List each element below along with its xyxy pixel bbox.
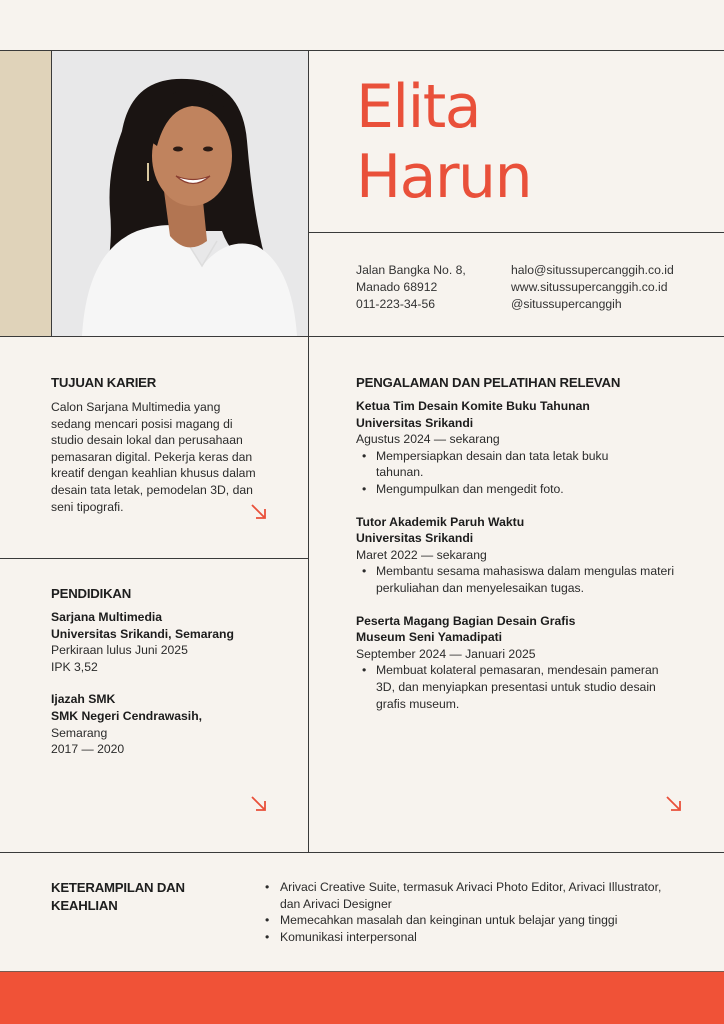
education-section bbox=[51, 586, 291, 758]
experience-entry bbox=[356, 514, 676, 597]
arrow-down-right-icon bbox=[250, 503, 268, 521]
phone-number: 011-223-34-56 bbox=[356, 297, 436, 311]
education-title: PENDIDIKAN bbox=[51, 586, 132, 601]
contact-address-block bbox=[356, 262, 466, 313]
job-role: Tutor Akademik Paruh Waktu bbox=[356, 514, 525, 529]
skill-item: • Komunikasi interpersonal bbox=[280, 929, 680, 946]
skill-item: • Memecahkan masalah dan keinginan untuk belajar yang tinggi bbox=[280, 912, 680, 929]
education-school: SMK Negeri Cendrawasih, bbox=[51, 708, 203, 723]
email-link[interactable]: halo@situssupercanggih.co.id bbox=[511, 263, 674, 277]
decorative-orange-band bbox=[0, 972, 724, 1024]
job-role: Ketua Tim Desain Komite Buku Tahunan bbox=[356, 399, 590, 413]
job-period: Maret 2022 — sekarang bbox=[356, 547, 487, 562]
social-handle[interactable]: @situssupercanggih bbox=[511, 297, 622, 311]
first-name: Elita bbox=[356, 72, 481, 142]
education-detail: IPK 3,52 bbox=[51, 659, 98, 674]
career-title: TUJUAN KARIER bbox=[51, 375, 157, 390]
skills-title-line-2: KEAHLIAN bbox=[51, 898, 118, 913]
divider-below-photo bbox=[0, 336, 724, 337]
address-line-2: Manado 68912 bbox=[356, 280, 438, 294]
skills-list bbox=[280, 879, 680, 945]
education-degree: Ijazah SMK bbox=[51, 692, 116, 707]
job-organization: Universitas Srikandi bbox=[356, 531, 474, 546]
education-detail: Semarang bbox=[51, 725, 108, 740]
divider-name-contact bbox=[308, 232, 724, 233]
decorative-beige-strip bbox=[0, 51, 51, 336]
skills-title-line-1: KETERAMPILAN DAN bbox=[51, 880, 185, 895]
career-text: Calon Sarjana Multimedia yang sedang mencari posisi magang di studio desain lokal dan perusahaan pemasaran digital. Pekerja keras dan kreatif dengan keahlian khusus dalam desain tata letak, pemodelan 3D, dan seni tipografi. bbox=[51, 400, 256, 514]
experience-title: PENGALAMAN DAN PELATIHAN RELEVAN bbox=[356, 375, 621, 390]
last-name: Harun bbox=[356, 142, 532, 212]
job-period: September 2024 — Januari 2025 bbox=[356, 646, 536, 661]
job-bullet: • Membantu sesama mahasiswa dalam mengulas materi perkuliahan dan menyelesaikan tugas. bbox=[376, 563, 676, 596]
job-bullet: • Mempersiapkan desain dan tata letak buku tahunan. bbox=[376, 448, 646, 481]
job-organization: Museum Seni Yamadipati bbox=[356, 630, 503, 645]
education-school: Universitas Srikandi, Semarang bbox=[51, 626, 234, 641]
skill-item: • Arivaci Creative Suite, termasuk Arivaci Photo Editor, Arivaci Illustrator, dan Arivaci Designer bbox=[280, 879, 680, 912]
arrow-down-right-icon bbox=[250, 795, 268, 813]
website-link[interactable]: www.situssupercanggih.co.id bbox=[511, 280, 668, 294]
education-entry bbox=[51, 691, 291, 757]
job-bullets bbox=[356, 563, 676, 596]
job-role: Peserta Magang Bagian Desain Grafis bbox=[356, 613, 576, 628]
education-degree: Sarjana Multimedia bbox=[51, 610, 163, 624]
experience-section bbox=[356, 375, 676, 728]
experience-entry bbox=[356, 613, 676, 713]
job-bullet: • Membuat kolateral pemasaran, mendesain pameran 3D, dan menyiapkan presentasi untuk studio desain grafis museum. bbox=[376, 662, 676, 712]
job-bullet: • Mengumpulkan dan mengedit foto. bbox=[376, 481, 676, 498]
education-detail: Perkiraan lulus Juni 2025 bbox=[51, 643, 188, 658]
name-heading bbox=[356, 72, 531, 212]
experience-entry bbox=[356, 398, 676, 498]
job-period: Agustus 2024 — sekarang bbox=[356, 432, 500, 447]
divider-center bbox=[308, 50, 309, 852]
profile-photo bbox=[52, 51, 308, 336]
skills-title bbox=[51, 879, 221, 915]
education-detail: 2017 — 2020 bbox=[51, 742, 125, 757]
portrait-illustration bbox=[52, 51, 308, 336]
divider-above-skills bbox=[0, 852, 724, 853]
job-bullets bbox=[356, 662, 676, 712]
education-entry bbox=[51, 609, 291, 675]
job-bullets bbox=[356, 448, 676, 498]
arrow-down-right-icon bbox=[665, 795, 683, 813]
address-line-1: Jalan Bangka No. 8, bbox=[356, 263, 466, 277]
career-objective-section bbox=[51, 375, 261, 515]
job-organization: Universitas Srikandi bbox=[356, 415, 474, 430]
contact-online-block bbox=[511, 262, 674, 313]
divider-career-education bbox=[0, 558, 308, 559]
